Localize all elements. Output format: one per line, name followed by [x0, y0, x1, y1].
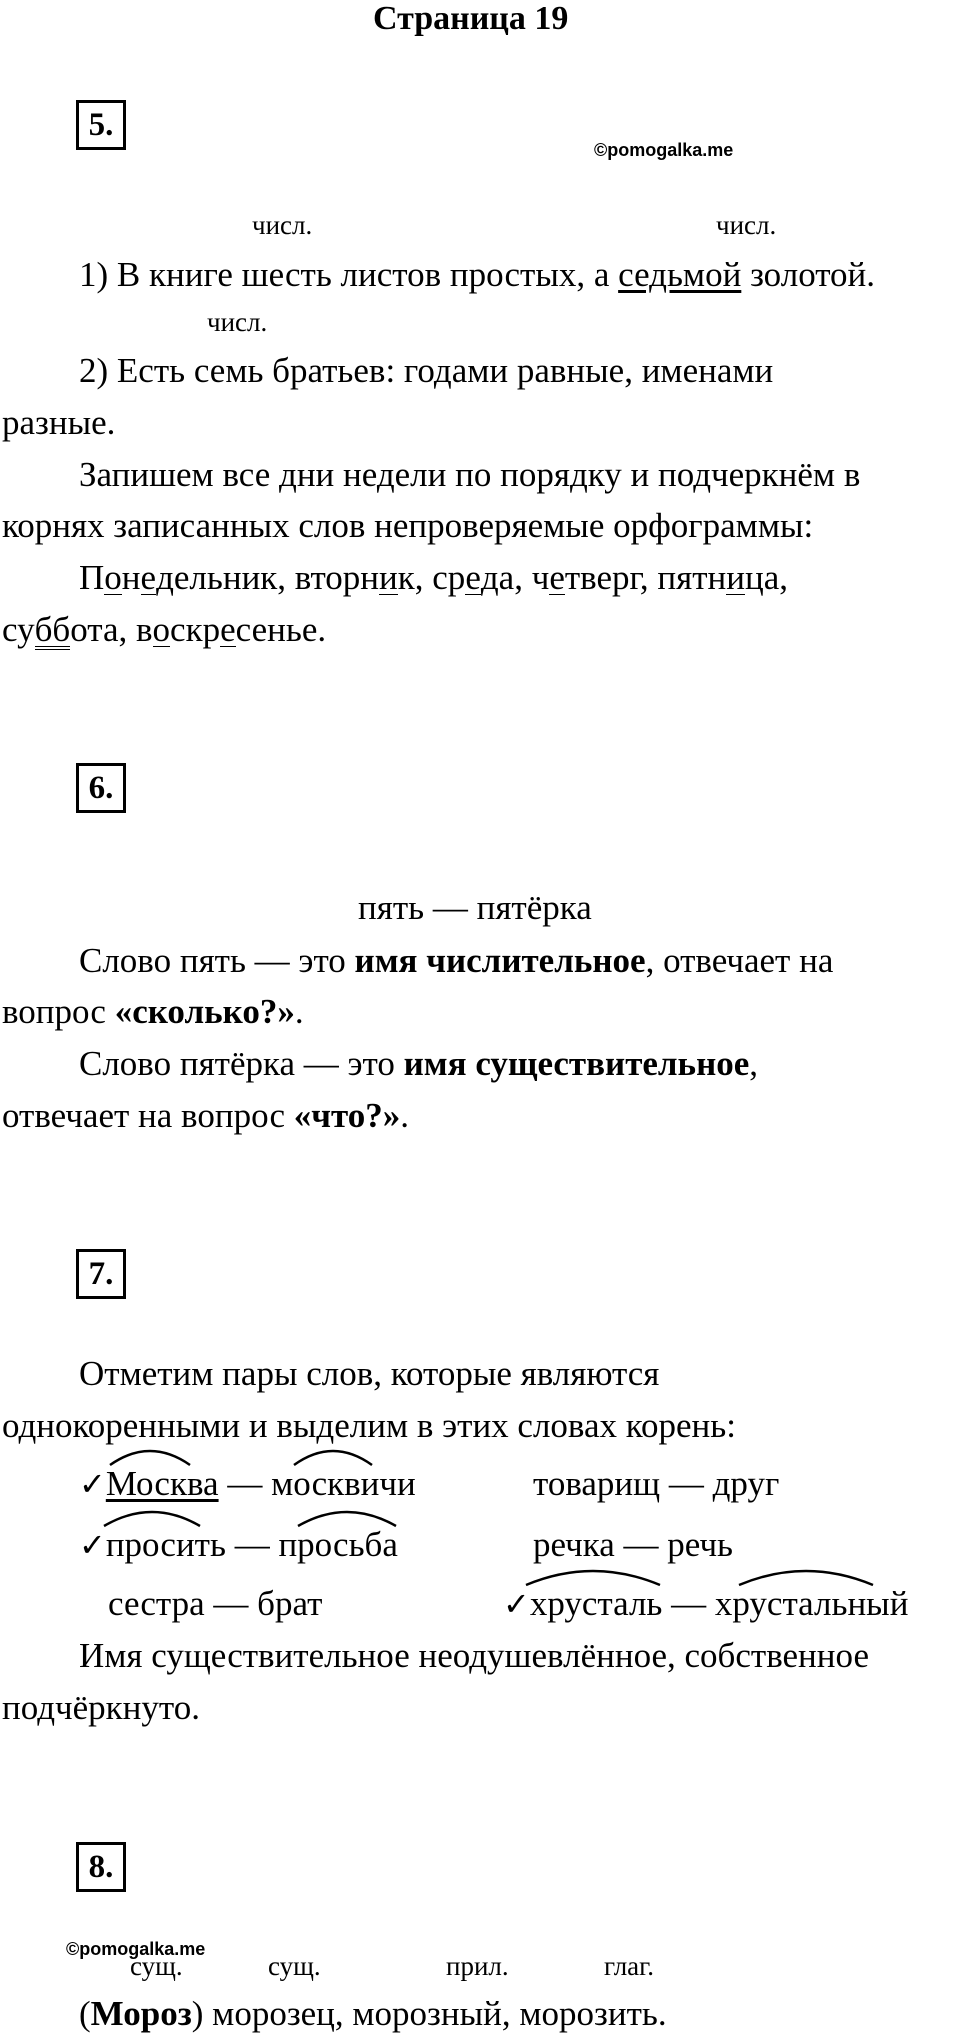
label-glag: глаг.: [604, 1951, 654, 1981]
watermark: ©pomogalka.me: [594, 140, 734, 160]
label-pril: прил.: [446, 1951, 509, 1981]
task5-paragraph-cont: корнях записанных слов непроверяемые орфограммы:: [2, 506, 814, 545]
text: Слово пять — это: [79, 941, 355, 980]
word: москвичи: [271, 1464, 416, 1503]
orthogram: и: [726, 558, 746, 597]
root-arc: [110, 1451, 190, 1465]
word: просьба: [278, 1525, 398, 1564]
text: отвечает на вопрос: [2, 1096, 294, 1135]
label-chisl: числ.: [207, 307, 268, 337]
text: к, ср: [397, 558, 466, 597]
task5-sentence-2: 2) Есть семь братьев: годами равные, именами: [79, 351, 774, 390]
text: сенье.: [235, 610, 327, 649]
text: ) морозец, морозный, морозить.: [191, 1994, 667, 2033]
task-number-7: 7.: [76, 1249, 126, 1299]
task7-intro: Отметим пары слов, которые являются: [79, 1354, 660, 1393]
text: П: [79, 558, 105, 597]
text: су: [2, 610, 35, 649]
label-chisl: числ.: [716, 210, 777, 240]
checkmark-icon: ✓: [503, 1585, 530, 1623]
task-number-8: 8.: [76, 1842, 126, 1892]
text: , отвечает на: [645, 941, 834, 980]
dash: —: [225, 1525, 279, 1564]
pair-khrustal: [503, 1586, 908, 1621]
pair-rechka: речка — речь: [533, 1525, 734, 1564]
label-sushch: сущ.: [268, 1951, 321, 1981]
task8-line: [79, 1996, 667, 2031]
label-sushch: сущ.: [130, 1951, 183, 1981]
dash: —: [218, 1464, 272, 1503]
checkmark-icon: ✓: [79, 1465, 106, 1503]
text: .: [294, 992, 304, 1031]
text: тверг, пятн: [564, 558, 727, 597]
task7-intro-cont: однокоренными и выделим в этих словах корень:: [2, 1406, 736, 1445]
label-chisl: числ.: [252, 210, 313, 240]
orthogram: е: [465, 558, 481, 597]
bold-question: «что?»: [293, 1096, 401, 1135]
text: н: [121, 558, 141, 597]
text: да, ч: [480, 558, 550, 597]
proper-noun: Москва: [105, 1464, 219, 1503]
orthogram: е: [549, 558, 565, 597]
text: ота, в: [70, 610, 153, 649]
orthogram: е: [220, 610, 236, 649]
bold-term: имя существительное: [403, 1044, 750, 1083]
task-number-6: 6.: [76, 763, 126, 813]
orthogram: е: [140, 558, 157, 597]
task5-paragraph: Запишем все дни недели по порядку и подчеркнём в: [79, 455, 861, 494]
root-arc: [526, 1571, 660, 1585]
task7-note: Имя существительное неодушевлённое, собственное: [79, 1636, 869, 1675]
task5-sentence-2-cont: разные.: [2, 403, 116, 442]
page-title: Страница 19: [373, 0, 569, 37]
word-pair: пять — пятёрка: [358, 888, 592, 927]
bold-question: «сколько?»: [114, 992, 295, 1031]
orthogram: о: [104, 558, 122, 597]
task-number-5: 5.: [76, 100, 126, 150]
watermark: ©pomogalka.me: [66, 1939, 206, 1959]
task7-note-cont: подчёркнуто.: [2, 1688, 200, 1727]
pair-moskva: [79, 1466, 416, 1501]
checkmark-icon: ✓: [79, 1526, 106, 1564]
text: Слово пятёрка — это: [79, 1044, 404, 1083]
orthogram: и: [379, 558, 398, 597]
bold-term: имя числительное: [354, 941, 646, 980]
pair-prosit: [79, 1527, 398, 1562]
word: хрустальный: [714, 1584, 909, 1623]
text: ,: [749, 1044, 759, 1083]
text: вопрос: [2, 992, 115, 1031]
pair-tovarishch: товарищ — друг: [533, 1464, 780, 1503]
root-word: Мороз: [90, 1994, 192, 2033]
pair-sestra: сестра — брат: [108, 1584, 323, 1623]
underlined-numeral: седьмой: [618, 255, 742, 294]
text: (: [79, 1994, 91, 2033]
text: скр: [170, 610, 221, 649]
orthogram: о: [152, 610, 171, 649]
text: дельник, вторн: [156, 558, 380, 597]
dash: —: [662, 1584, 715, 1623]
root-arc: [739, 1571, 873, 1585]
text: ца,: [745, 558, 789, 597]
word: хрусталь: [529, 1584, 663, 1623]
text: 1) В книге шесть листов простых, а: [79, 255, 619, 294]
root-arc: [294, 1451, 372, 1465]
orthogram: бб: [34, 610, 71, 649]
text: золотой.: [741, 255, 876, 294]
text: .: [400, 1096, 409, 1135]
word: просить: [105, 1525, 226, 1564]
root-arc: [104, 1512, 200, 1526]
root-arc: [298, 1512, 396, 1526]
